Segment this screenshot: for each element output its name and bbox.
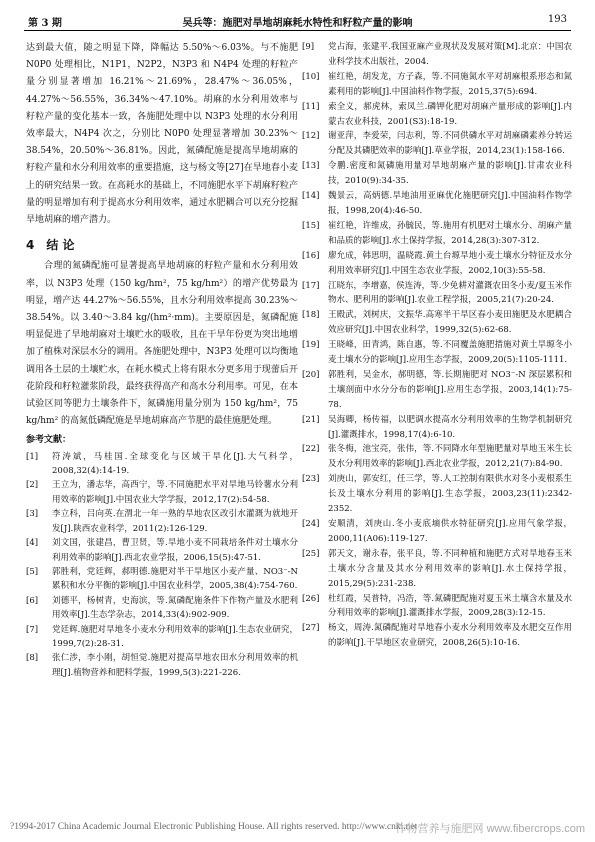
reference-item: [24] 安顺清，刘庚山.冬小麦底墒供水特征研究[J].应用气象学报，2000,11(A06):119-127. bbox=[302, 519, 572, 544]
reference-item: [12] 谢亚萍，李爱荣，闫志利，等.不同供磷水平对胡麻磷素养分转运分配及其磷肥效率的影响[J].草业学报，2014,23(1):158-166. bbox=[302, 131, 572, 157]
reference-item: [13] 令鹏.密度和氮磷施用量对旱地胡麻产量的影响[J].甘肃农业科技，2010(9):34-35. bbox=[302, 161, 572, 187]
reference-item: [26] 杜红霞，吴普特，冯浩，等.氮磷肥配施对夏玉米土壤含水量及水分利用效率的影响[J].灌溉排水学报，2009,28(3):12-15. bbox=[302, 593, 572, 619]
reference-item: [27] 杨文，周涛.氮磷配施对旱地春小麦水分利用效率及水肥交互作用的影响[J].干旱地区农业研究，2008,26(5):10-16. bbox=[302, 623, 572, 649]
copyright-notice: ?1994-2017 China Academic Journal Electronic Publishing House. All rights reserved. http://www.cnki.net bbox=[10, 822, 418, 832]
reference-item: [15] 崔红艳，许维成，孙毓民，等.施用有机肥对土壤水分、胡麻产量和品质的影响[J].水土保持学报，2014,28(3):307-312. bbox=[302, 220, 572, 246]
reference-item: [2] 王立为，潘志华，高西宁，等.不同施肥水平对旱地马铃薯水分利用效率的影响[J].中国农业大学学报，2012,17(2):54-58. bbox=[26, 480, 298, 505]
reference-item: [8] 张仁涉，李小刚，胡恒觉.施肥对提高旱地农田水分利用效率的机理[J].植物营养和肥料学报，1999,5(3):221-226. bbox=[26, 653, 298, 678]
reference-item: [22] 张冬梅，池宝亮，张伟，等.不同降水年型施肥量对旱地玉米生长及水分利用效率的影响[J].西北农业学报，2012,21(7):84-90. bbox=[302, 444, 572, 470]
reference-item: [1] 符涛斌，马桂国.全球变化与区域干旱化[J].大气科学，2008,32(4):14-19. bbox=[26, 451, 298, 477]
page-footer bbox=[10, 820, 585, 836]
reference-item: [20] 郭胜利，吴金水，郝明德，等.长期施肥对 NO3⁻-N 深层累积和土壤剖面中水分分布的影响[J].应用生态学报，2003,14(1):75-78. bbox=[302, 369, 572, 410]
running-title: 吴兵等：施肥对旱地胡麻耗水特性和籽粒产量的影响 bbox=[182, 18, 413, 29]
reference-item: [17] 江晓东，李增嘉，侯连涛，等.少免耕对灌溉农田冬小麦/夏玉米作物水、肥利用的影响[J].农业工程学报，2005,21(7):20-24. bbox=[302, 280, 572, 306]
body-paragraph: 达到最大值，随之明显下降，降幅达 5.50%～6.03%。与不施肥 N0P0 处理相比，N1P1，N2P2，N3P3 和 N4P4 处理的籽粒产量分别显著增加 16.21%～21.69%，28.47%～36.05%，44.27%～56.55%，36.34%～47.10%。胡麻的水分利用效率与籽粒产量的变化基本一致，各施肥处理中以 N3P3 处理的水分利用效率最大，N4P4 次之，分别比 N0P0 处理显著增加 30.23%～38.54%，20.50%～36.81%。因此，氮磷配施是提高旱地胡麻的籽粒产量和水分利用效率的重要措施，这与杨文等[27]在旱地春小麦上的研究结果一致。在高耗水的基础上，不同施肥水平下胡麻籽粒产量的明显增加有利于提高水分利用效率，通过水肥耦合可以充分挖掘旱地胡麻的增产潜力。 bbox=[26, 43, 298, 226]
reference-item: [4] 刘文国，张建昌，曹卫贤，等.旱地小麦不同栽培条件对土壤水分利用效率的影响[J].西北农业学报，2006,15(5):47-51. bbox=[26, 538, 298, 563]
left-column bbox=[26, 40, 298, 680]
references-heading: 参考文献： bbox=[26, 435, 72, 446]
reference-item: [19] 王晓峰，田青鸿，陈自惠，等.不同覆盖施肥措施对黄土旱塬冬小麦土壤水分的影响[J].应用生态学报，2009,20(5):1105-1111. bbox=[302, 340, 572, 366]
reference-item: [6] 刘德平，杨树青，史海滨，等.氮磷配施条件下作物产量及水肥利用效率[J].生态学杂志，2014,33(4):902-909. bbox=[26, 595, 298, 621]
reference-item: [10] 崔红艳，胡发龙，方子森，等.不同施氮水平对胡麻根系形态和氮素利用的影响[J].中国油料作物学报，2015,37(5):694. bbox=[302, 71, 572, 97]
header-rule bbox=[24, 30, 571, 31]
reference-item: [14] 魏景云，高炳德.旱地油用亚麻优化施肥研究[J].中国油料作物学报，1998,20(4):46-50. bbox=[302, 191, 572, 216]
reference-item: [3] 李立科，吕向英.在渭北一年一熟的旱地农区改引水灌溉为就地开发[J].陕西农业科学，2011(2):126-129. bbox=[26, 509, 298, 534]
running-header bbox=[24, 12, 571, 30]
reference-item: [16] 廖允成，韩思明，温晓霞.黄土台塬旱地小麦土壤水分特征及水分利用效率研究[J].中国生态农业学报，2002,10(3):55-58. bbox=[302, 250, 572, 276]
reference-item: [23] 刘庚山，郭安红，任三学，等.人工控制有限供水对冬小麦根系生长及土壤水分利用的影响[J].生态学报，2003,23(11):2342-2352. bbox=[302, 474, 572, 515]
reference-item: [11] 索全义，郝虎林，索凤兰.磷钾化肥对胡麻产量形成的影响[J].内蒙古农业科技，2001(S3):18-19. bbox=[302, 101, 572, 127]
watermark: 作物营养与施肥网 www.fibercrops.com bbox=[395, 823, 585, 835]
reference-item: [18] 王殿武，刘树庆，文振华.高寒半干旱区春小麦田施肥及水肥耦合效应研究[J].中国农业科学，1999,32(5):62-68. bbox=[302, 310, 572, 336]
reference-item: [7] 党廷辉.施肥对旱地冬小麦水分利用效率的影响[J].生态农业研究，1999,7(2):28-31. bbox=[26, 624, 298, 649]
issue-number: 第 3 期 bbox=[28, 18, 62, 29]
reference-item: [5] 郭胜利，党廷辉，郝明德.施肥对半干旱地区小麦产量、NO3⁻-N 累积和水分平衡的影响[J].中国农业科学，2005,38(4):754-760. bbox=[26, 566, 298, 592]
right-column bbox=[302, 40, 572, 651]
reference-item: [21] 吴海卿，杨传福，以肥调水提高水分利用效率的生物学机制研究[J].灌溉排水，1998,17(4):6-10. bbox=[302, 414, 572, 440]
page-number: 193 bbox=[547, 14, 567, 25]
reference-item: [25] 郭天文，谢永春，张平良，等.不同种植和施肥方式对旱地春玉米土壤水分含量及其水分利用效率的影响[J].水土保持学报，2015,29(5):231-238. bbox=[302, 548, 572, 589]
conclusion-paragraph: 合理的氮磷配施可显著提高旱地胡麻的籽粒产量和水分利用效率，以 N3P3 处理（150 kg/hm²，75 kg/hm²）的增产优势最为明显，增产达 44.27%～56.55%，且水分利用效率提高 30.23%～38.54%。以 3.40～3.84 kg/(hm²·mm)。主要原因是，氮磷配施明显促进了旱地胡麻对土壤贮水的吸收，且在干旱年份更为突出地增加了植株对深层水分的调用。各施肥处理中，N3P3 处理可以均衡地调用各土层的土壤贮水，在耗水模式上将有限水分更多用于现蕾后开花阶段和籽粒灌浆阶段，最终获得高产和高水分利用率。可见，在本试验区同等肥力土壤条件下，氮磷施用量分别为 150 kg/hm²，75 kg/hm² 的高氮低磷配施是旱地胡麻高产节肥的最佳施肥处理。 bbox=[26, 261, 298, 427]
reference-item: [9] 党占海，张建平.我国亚麻产业现状及发展对策[M].北京：中国农业科学技术出版社，2004. bbox=[302, 42, 572, 67]
section-heading: 4 结 论 bbox=[26, 238, 75, 253]
